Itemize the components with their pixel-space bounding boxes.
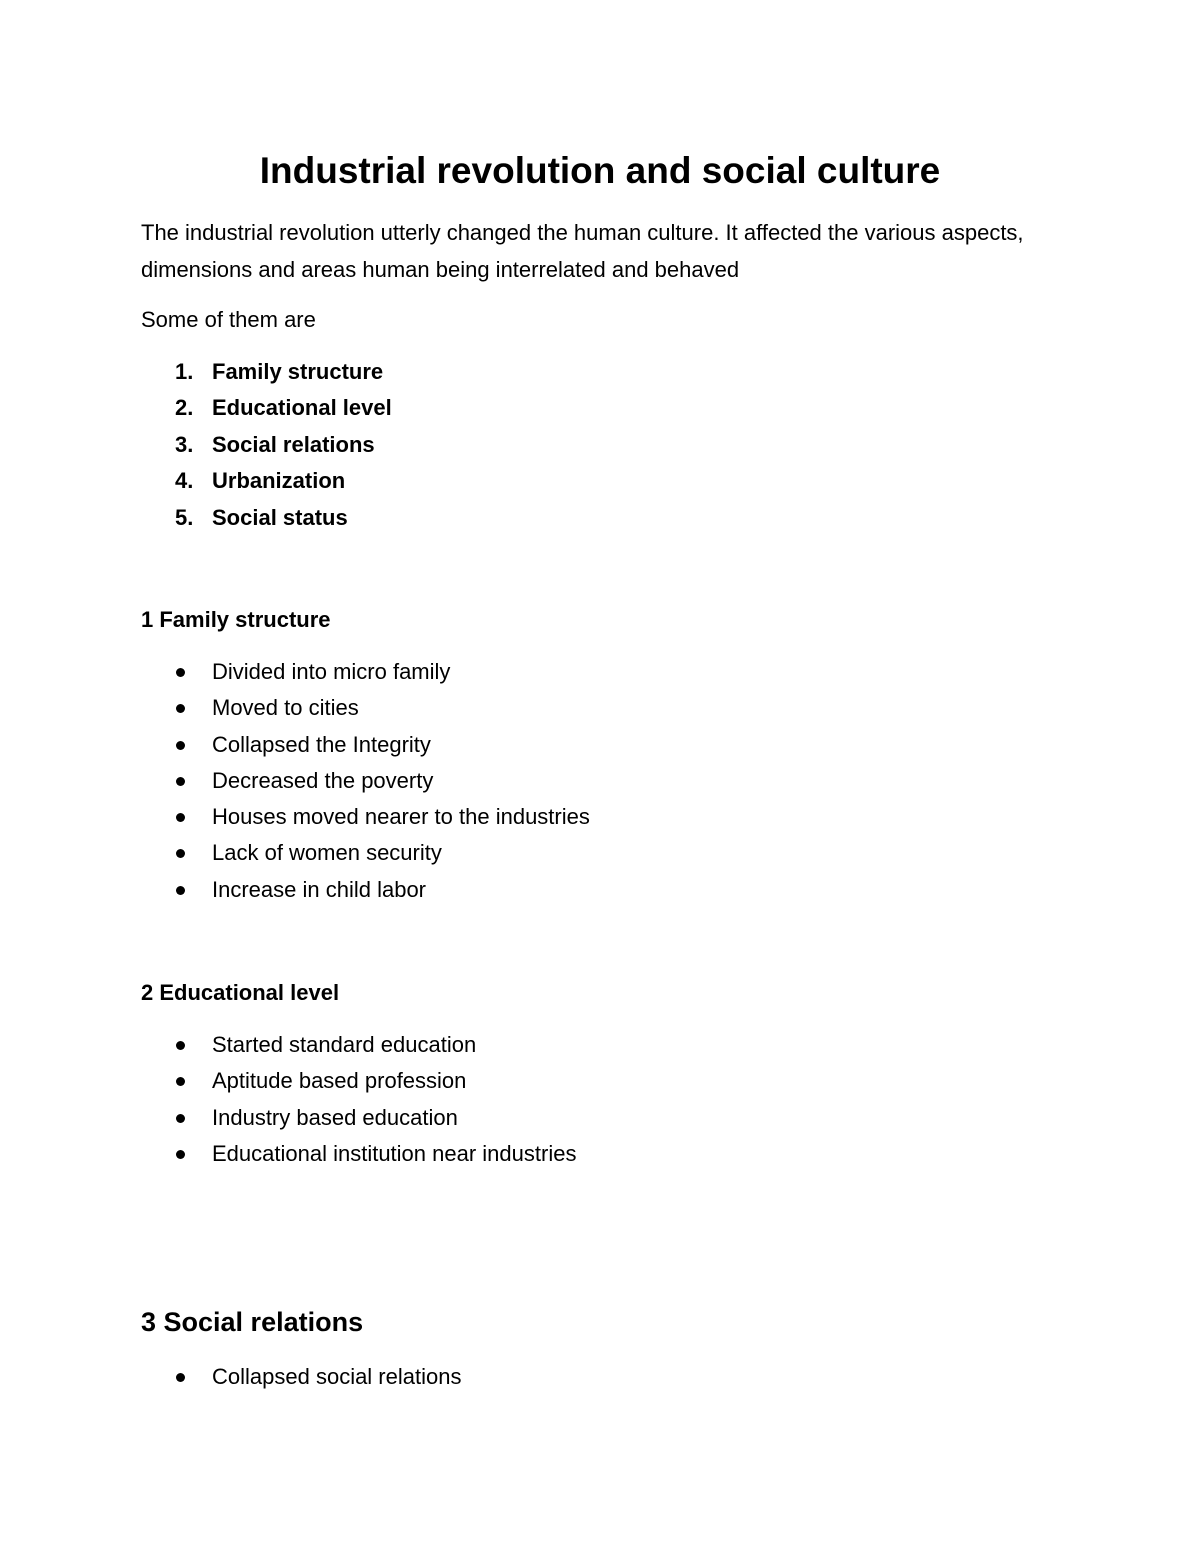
bullet-icon <box>176 668 185 677</box>
topic-label: Social status <box>212 504 348 530</box>
section-heading-social-relations: 3 Social relations <box>141 1307 364 1337</box>
list-item-text: Divided into micro family <box>212 659 451 684</box>
topic-number: 1. <box>175 359 194 384</box>
list-item-text: Increase in child labor <box>212 876 427 902</box>
bullet-icon <box>176 741 185 750</box>
bullet-icon <box>176 1114 185 1123</box>
bullet-icon <box>176 849 185 858</box>
list-item-text: Houses moved nearer to the industries <box>212 804 590 830</box>
intro-paragraph: The industrial revolution utterly changed the human culture. It affected the various aspects, dimensions and areas human being interrelated and behaved <box>141 220 1024 282</box>
topic-number: 5. <box>175 504 194 530</box>
list-item-text: Started standard education <box>212 1032 477 1057</box>
lead-text: Some of them are <box>141 307 316 332</box>
bullet-icon <box>176 777 185 786</box>
topic-number: 3. <box>175 431 194 457</box>
bullet-icon <box>176 1150 185 1159</box>
bullet-icon <box>176 704 185 713</box>
list-item-text: Industry based education <box>212 1104 458 1130</box>
document-title: Industrial revolution and social culture <box>259 150 941 191</box>
topic-number: 4. <box>175 468 194 494</box>
list-item-text: Decreased the poverty <box>212 767 434 793</box>
topic-label: Educational level <box>212 395 392 421</box>
list-item-text: Aptitude based profession <box>212 1068 467 1094</box>
bullet-icon <box>176 886 185 895</box>
bullet-icon <box>176 1041 185 1050</box>
bullet-icon <box>176 1077 185 1086</box>
bullet-icon <box>176 1373 185 1382</box>
section-heading-educational-level: 2 Educational level <box>141 980 340 1005</box>
topic-label: Family structure <box>212 359 384 384</box>
topic-label: Social relations <box>212 431 375 457</box>
list-item-text: Collapsed the Integrity <box>212 731 431 757</box>
list-item-text: Moved to cities <box>212 695 359 721</box>
topic-label: Urbanization <box>212 468 346 494</box>
section-heading-family-structure: 1 Family structure <box>141 607 331 632</box>
topic-number: 2. <box>175 395 194 421</box>
list-item-text: Lack of women security <box>212 840 442 866</box>
list-item-text: Educational institution near industries <box>212 1140 577 1166</box>
list-item-text: Collapsed social relations <box>212 1364 462 1389</box>
bullet-icon <box>176 813 185 822</box>
